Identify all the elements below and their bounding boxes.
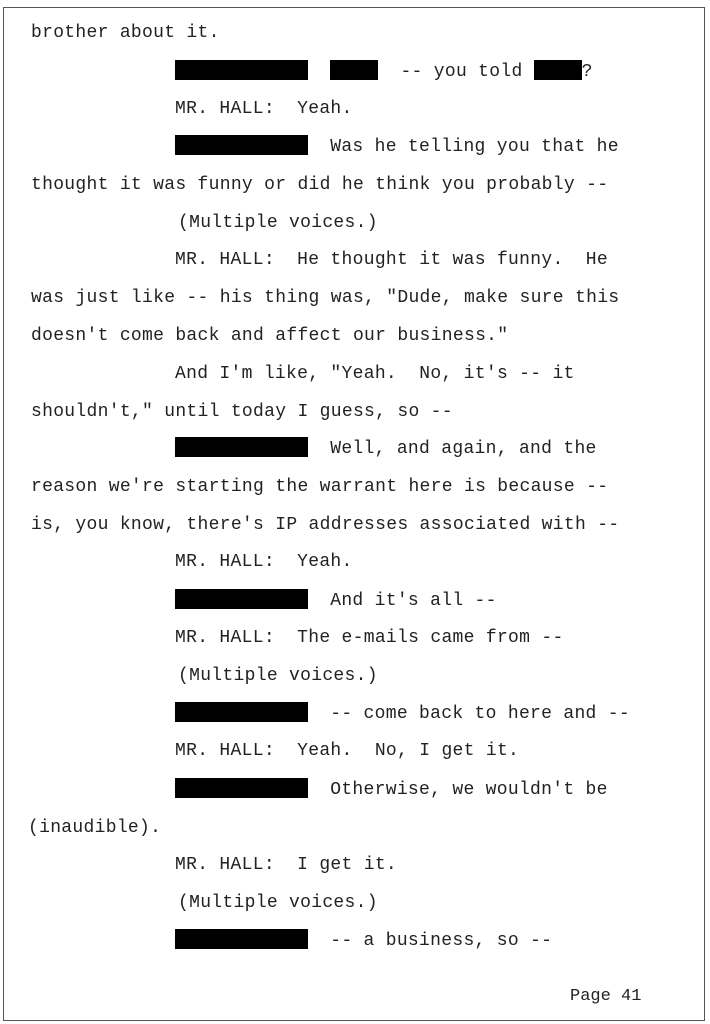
redaction-bar (175, 702, 308, 722)
transcript-line (31, 323, 508, 349)
transcript-line (175, 625, 564, 651)
transcript-line (31, 474, 608, 500)
transcript-line (178, 890, 378, 916)
transcript-line (175, 852, 397, 878)
redaction-bar (175, 589, 308, 609)
line-text: doesn't come back and affect our business." (31, 326, 509, 346)
page-number: Page 41 (570, 987, 642, 1006)
redaction-bar (534, 60, 582, 80)
line-text: thought it was funny or did he think you probably -- (31, 175, 609, 195)
line-text: reason we're starting the warrant here is because -- (31, 477, 609, 497)
line-text: Was he telling you that he (330, 137, 619, 157)
redaction-bar (175, 135, 308, 155)
line-text: MR. HALL: He thought it was funny. He (175, 250, 608, 270)
line-text: was just like -- his thing was, "Dude, make sure this (31, 288, 620, 308)
transcript-line (31, 399, 453, 425)
transcript-line (175, 59, 593, 85)
transcript-line (175, 738, 519, 764)
line-text: MR. HALL: The e-mails came from -- (175, 628, 564, 648)
transcript-line (178, 210, 378, 236)
transcript-line (175, 777, 608, 803)
transcript-line (31, 512, 619, 538)
transcript-line (175, 361, 575, 387)
line-text: ? (581, 62, 593, 82)
line-text: (Multiple voices.) (178, 893, 378, 913)
transcript-line (31, 172, 608, 198)
transcript-line (175, 436, 597, 462)
line-text: -- you told (400, 62, 523, 82)
transcript-line (175, 134, 619, 160)
line-text: MR. HALL: Yeah. No, I get it. (175, 741, 520, 761)
transcript-line (31, 285, 619, 311)
line-text: MR. HALL: Yeah. (175, 99, 353, 119)
line-text: -- a business, so -- (330, 931, 553, 951)
line-text: And I'm like, "Yeah. No, it's -- it (175, 364, 575, 384)
line-text: shouldn't," until today I guess, so -- (31, 402, 453, 422)
transcript-line (31, 20, 220, 46)
line-text: brother about it. (31, 23, 220, 43)
redaction-bar (175, 778, 308, 798)
transcript-line (175, 928, 552, 954)
redaction-bar (175, 929, 308, 949)
line-text: Well, and again, and the (330, 439, 597, 459)
transcript-line (175, 701, 630, 727)
transcript-line (178, 663, 378, 689)
line-text: -- come back to here and -- (330, 704, 630, 724)
redaction-bar (330, 60, 378, 80)
line-text: (Multiple voices.) (178, 213, 378, 233)
line-text: (Multiple voices.) (178, 666, 378, 686)
redaction-bar (175, 437, 308, 457)
transcript-line (175, 96, 353, 122)
redaction-bar (175, 60, 308, 80)
line-text: is, you know, there's IP addresses associated with -- (31, 515, 620, 535)
transcript-line (175, 549, 353, 575)
line-text: MR. HALL: Yeah. (175, 552, 353, 572)
transcript-line (175, 588, 497, 614)
line-text: (inaudible). (28, 818, 162, 838)
transcript-line (28, 815, 161, 841)
line-text: MR. HALL: I get it. (175, 855, 398, 875)
line-text: And it's all -- (330, 591, 497, 611)
transcript-line (175, 247, 608, 273)
line-text: Otherwise, we wouldn't be (330, 780, 608, 800)
